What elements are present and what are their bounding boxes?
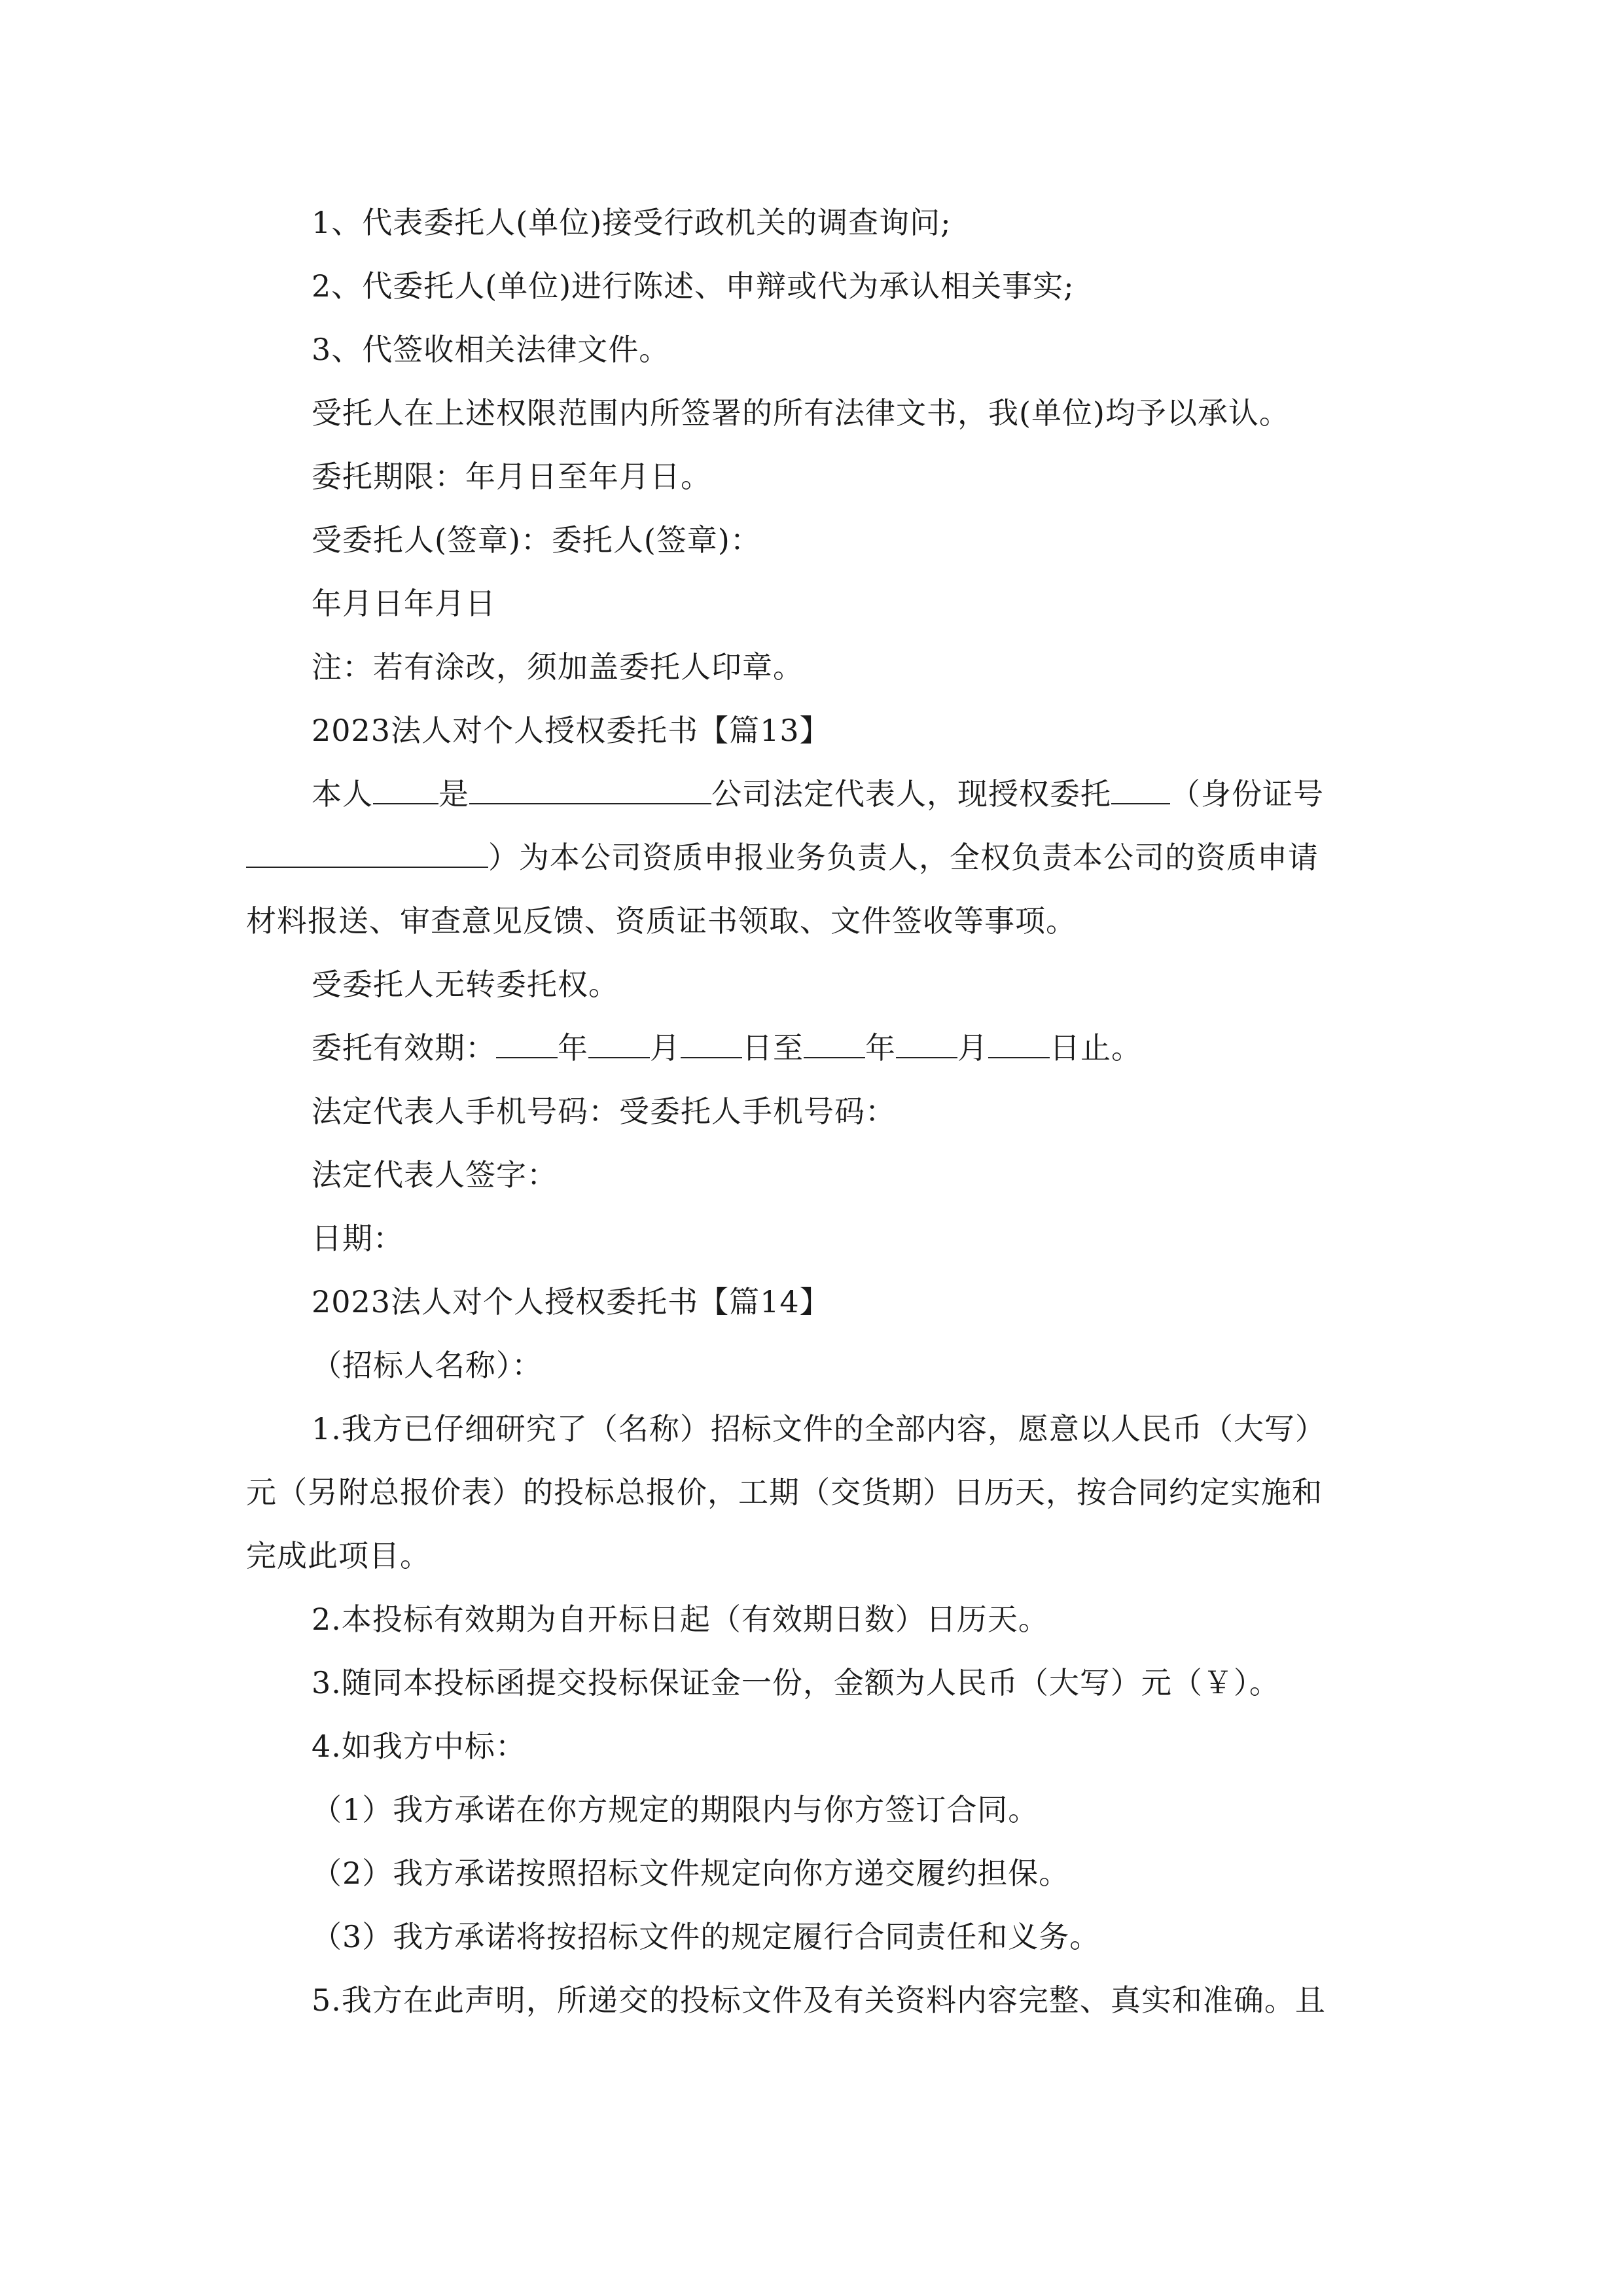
paragraph-line: 1.我方已仔细研究了（名称）招标文件的全部内容，愿意以人民币（大写）	[312, 1411, 1326, 1446]
date-unit: 月	[650, 1030, 681, 1066]
authorization-line-3: 材料报送、审查意见反馈、资质证书领取、文件签收等事项。	[246, 903, 1077, 939]
paragraph-line: （2）我方承诺按照招标文件规定向你方递交履约担保。	[312, 1856, 1070, 1891]
auth-text: 本人	[312, 776, 373, 812]
auth-text: 公司法定代表人，现授权委托	[711, 776, 1111, 812]
authorization-line-1	[312, 774, 1324, 814]
date-blank	[988, 1028, 1050, 1058]
date-unit: 年	[865, 1030, 896, 1066]
paragraph-line: 5.我方在此声明，所递交的投标文件及有关资料内容完整、真实和准确。且	[312, 1982, 1326, 2018]
date-blank	[681, 1028, 742, 1058]
paragraph-line: 2、代委托人(单位)进行陈述、申辩或代为承认相关事实;	[312, 268, 1075, 304]
auth-text: 是	[438, 776, 469, 812]
paragraph-line: 注：若有涂改，须加盖委托人印章。	[312, 649, 804, 685]
validity-line	[312, 1028, 1142, 1067]
id-number-blank	[246, 838, 488, 868]
paragraph-line: 受委托人无转委托权。	[312, 967, 619, 1002]
date-blank	[804, 1028, 865, 1058]
date-unit: 月	[957, 1030, 988, 1066]
section-heading: 2023法人对个人授权委托书【篇13】	[312, 713, 830, 748]
paragraph-line: 受托人在上述权限范围内所签署的所有法律文书，我(单位)均予以承认。	[312, 395, 1290, 431]
paragraph-line: （1）我方承诺在你方规定的期限内与你方签订合同。	[312, 1792, 1039, 1827]
paragraph-line: 元（另附总报价表）的投标总报价，工期（交货期）日历天，按合同约定实施和	[246, 1475, 1323, 1510]
date-unit: 日止。	[1050, 1030, 1142, 1066]
authorization-line-2	[246, 838, 1319, 877]
paragraph-line: 委托期限：年月日至年月日。	[312, 459, 711, 494]
auth-text: ）为本公司资质申报业务负责人，全权负责本公司的资质申请	[488, 840, 1319, 875]
paragraph-line: （招标人名称）：	[312, 1348, 543, 1383]
paragraph-line: 法定代表人签字：	[312, 1157, 558, 1193]
date-blank	[896, 1028, 957, 1058]
paragraph-line: 年月日年月日	[312, 586, 496, 621]
paragraph-line: 1、代表委托人(单位)接受行政机关的调查询问;	[312, 205, 952, 240]
trustee-blank	[1111, 774, 1170, 804]
date-blank	[588, 1028, 650, 1058]
date-unit: 日至	[742, 1030, 804, 1066]
company-blank	[469, 774, 711, 804]
paragraph-line: 3.随同本投标函提交投标保证金一份，金额为人民币（大写）元（￥）。	[312, 1665, 1280, 1700]
paragraph-line: 日期：	[312, 1221, 404, 1256]
validity-label: 委托有效期：	[312, 1030, 496, 1066]
paragraph-line: （3）我方承诺将按招标文件的规定履行合同责任和义务。	[312, 1919, 1101, 1954]
paragraph-line: 完成此项目。	[246, 1538, 431, 1573]
paragraph-line: 法定代表人手机号码：受委托人手机号码：	[312, 1094, 896, 1129]
paragraph-line: 受委托人(签章)：委托人(签章)：	[312, 522, 761, 558]
auth-text: （身份证号	[1170, 776, 1324, 812]
paragraph-line: 2.本投标有效期为自开标日起（有效期日数）日历天。	[312, 1602, 1049, 1637]
paragraph-line: 4.如我方中标：	[312, 1729, 526, 1764]
paragraph-line: 3、代签收相关法律文件。	[312, 332, 670, 367]
section-heading: 2023法人对个人授权委托书【篇14】	[312, 1284, 830, 1319]
date-blank	[496, 1028, 558, 1058]
name-blank	[373, 774, 438, 804]
date-unit: 年	[558, 1030, 588, 1066]
